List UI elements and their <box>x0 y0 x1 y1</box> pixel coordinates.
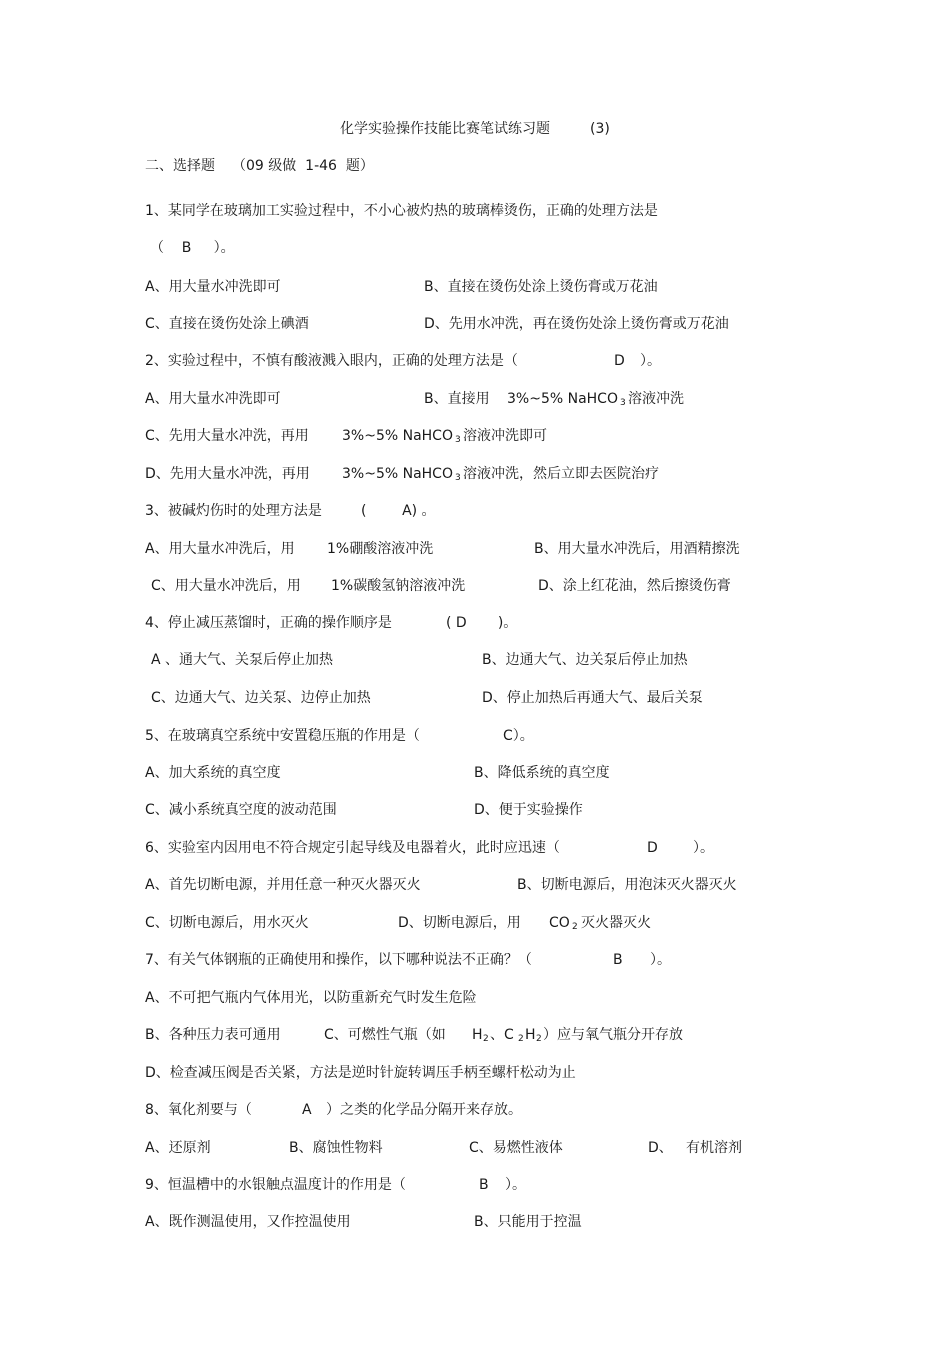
option-b: B、直接在烫伤处涂上烫伤膏或万花油 <box>424 279 658 295</box>
section-heading: 二、选择题 <box>145 158 215 174</box>
option-c: C、用大量水冲洗后，用 <box>151 578 301 594</box>
subscript: 2 <box>483 1034 489 1044</box>
question-4-stem: 4、停止减压蒸馏时，正确的操作顺序是 <box>145 615 392 631</box>
section-note: （09 级做 1-46 题） <box>232 158 374 174</box>
option-c: C、直接在烫伤处涂上碘酒 <box>145 316 309 332</box>
option-c-tail: 溶液冲洗即可 <box>463 428 547 444</box>
subscript: 2 <box>572 922 578 932</box>
question-3-answer: ( A) 。 <box>361 503 436 519</box>
formula-h: H <box>525 1027 536 1043</box>
subscript: 3 <box>620 398 626 408</box>
question-6-stem: 6、实验室内因用电不符合规定引起导线及电器着火，此时应迅速（ <box>145 840 560 856</box>
option-a: A、用大量水冲洗即可 <box>145 279 281 295</box>
option-a: A 、通大气、关泵后停止加热 <box>151 652 334 668</box>
question-1-answer: （ B ）。 <box>150 240 235 256</box>
option-b-formula: 3%~5% NaHCO <box>507 391 618 407</box>
option-d: D、停止加热后再通大气、最后关泵 <box>482 690 703 706</box>
option-b: B、直接用 <box>424 391 490 407</box>
question-8-close: ）之类的化学品分隔开来存放。 <box>326 1102 522 1118</box>
option-a: A、用大量水冲洗后，用 <box>145 541 295 557</box>
option-c: C、切断电源后，用水灭火 <box>145 915 309 931</box>
option-c: C、易燃性液体 <box>469 1140 563 1156</box>
question-5-stem: 5、在玻璃真空系统中安置稳压瓶的作用是（ <box>145 728 420 744</box>
question-8-answer: A <box>302 1102 312 1118</box>
option-c: C、先用大量水冲洗，再用 <box>145 428 309 444</box>
option-c-tail: 1%碳酸氢钠溶液冲洗 <box>331 578 466 594</box>
subscript: 2 <box>536 1034 542 1044</box>
option-d: D、切断电源后，用 <box>398 915 521 931</box>
option-d: D、 <box>648 1140 673 1156</box>
question-2-stem: 2、实验过程中，不慎有酸液溅入眼内，正确的处理方法是（ <box>145 353 518 369</box>
option-b: B、切断电源后，用泡沫灭火器灭火 <box>517 877 737 893</box>
option-d-formula: 3%~5% NaHCO <box>342 466 453 482</box>
question-1-stem: 1、某同学在玻璃加工实验过程中，不小心被灼热的玻璃棒烫伤，正确的处理方法是 <box>145 203 658 219</box>
option-b: B、用大量水冲洗后，用酒精擦洗 <box>534 541 740 557</box>
option-b: B、腐蚀性物料 <box>289 1140 383 1156</box>
option-b: B、边通大气、边关泵后停止加热 <box>482 652 688 668</box>
option-a: A、既作测温使用，又作控温使用 <box>145 1214 351 1230</box>
question-6-answer: D <box>647 840 658 856</box>
page-title-number: (3) <box>590 121 610 137</box>
option-c-formula: 3%~5% NaHCO <box>342 428 453 444</box>
question-7-close: ）。 <box>650 952 671 968</box>
option-d: D、涂上红花油，然后擦烫伤膏 <box>538 578 731 594</box>
subscript: 2 <box>518 1034 524 1044</box>
subscript: 3 <box>455 435 461 445</box>
question-5-answer: C）。 <box>503 728 534 744</box>
option-b: B、各种压力表可通用 <box>145 1027 281 1043</box>
option-a: A、还原剂 <box>145 1140 211 1156</box>
option-b: B、只能用于控温 <box>474 1214 582 1230</box>
option-c: C、边通大气、边关泵、边停止加热 <box>151 690 371 706</box>
question-9-stem: 9、恒温槽中的水银触点温度计的作用是（ <box>145 1177 406 1193</box>
option-b: B、降低系统的真空度 <box>474 765 610 781</box>
option-a: A、首先切断电源，并用任意一种灭火器灭火 <box>145 877 421 893</box>
question-8-stem: 8、氧化剂要与（ <box>145 1102 252 1118</box>
option-b-tail: 溶液冲洗 <box>628 391 684 407</box>
option-a-tail: 1%硼酸溶液冲洗 <box>327 541 434 557</box>
question-6-close: ）。 <box>693 840 714 856</box>
option-d: D、先用大量水冲洗，再用 <box>145 466 310 482</box>
option-a: A、用大量水冲洗即可 <box>145 391 281 407</box>
option-a: A、不可把气瓶内气体用光，以防重新充气时发生危险 <box>145 990 477 1006</box>
question-9-close: ）。 <box>505 1177 526 1193</box>
option-c: C、减小系统真空度的波动范围 <box>145 802 337 818</box>
option-d-tail: 灭火器灭火 <box>581 915 651 931</box>
question-7-stem: 7、有关气体钢瓶的正确使用和操作，以下哪种说法不正确？（ <box>145 952 532 968</box>
option-c-tail: ）应与氧气瓶分开存放 <box>543 1027 683 1043</box>
option-d-formula: CO <box>549 915 570 931</box>
page-title: 化学实验操作技能比赛笔试练习题 <box>340 121 550 137</box>
formula-h: H <box>472 1027 483 1043</box>
option-d: D、先用水冲洗，再在烫伤处涂上烫伤膏或万花油 <box>424 316 729 332</box>
option-d: D、检查减压阀是否关紧，方法是逆时针旋转调压手柄至螺杆松动为止 <box>145 1065 576 1081</box>
option-c: C、可燃性气瓶（如 <box>324 1027 446 1043</box>
option-d-tail: 溶液冲洗，然后立即去医院治疗 <box>463 466 659 482</box>
question-9-answer: B <box>479 1177 489 1193</box>
option-d-tail: 有机溶剂 <box>686 1140 742 1156</box>
question-7-answer: B <box>613 952 623 968</box>
option-d: D、便于实验操作 <box>474 802 583 818</box>
subscript: 3 <box>455 473 461 483</box>
formula-c: 、C <box>490 1027 514 1043</box>
question-3-stem: 3、被碱灼伤时的处理方法是 <box>145 503 322 519</box>
question-2-answer: D <box>614 353 625 369</box>
question-2-close: ）。 <box>640 353 661 369</box>
question-4-answer: ( D )。 <box>446 615 518 631</box>
option-a: A、加大系统的真空度 <box>145 765 281 781</box>
